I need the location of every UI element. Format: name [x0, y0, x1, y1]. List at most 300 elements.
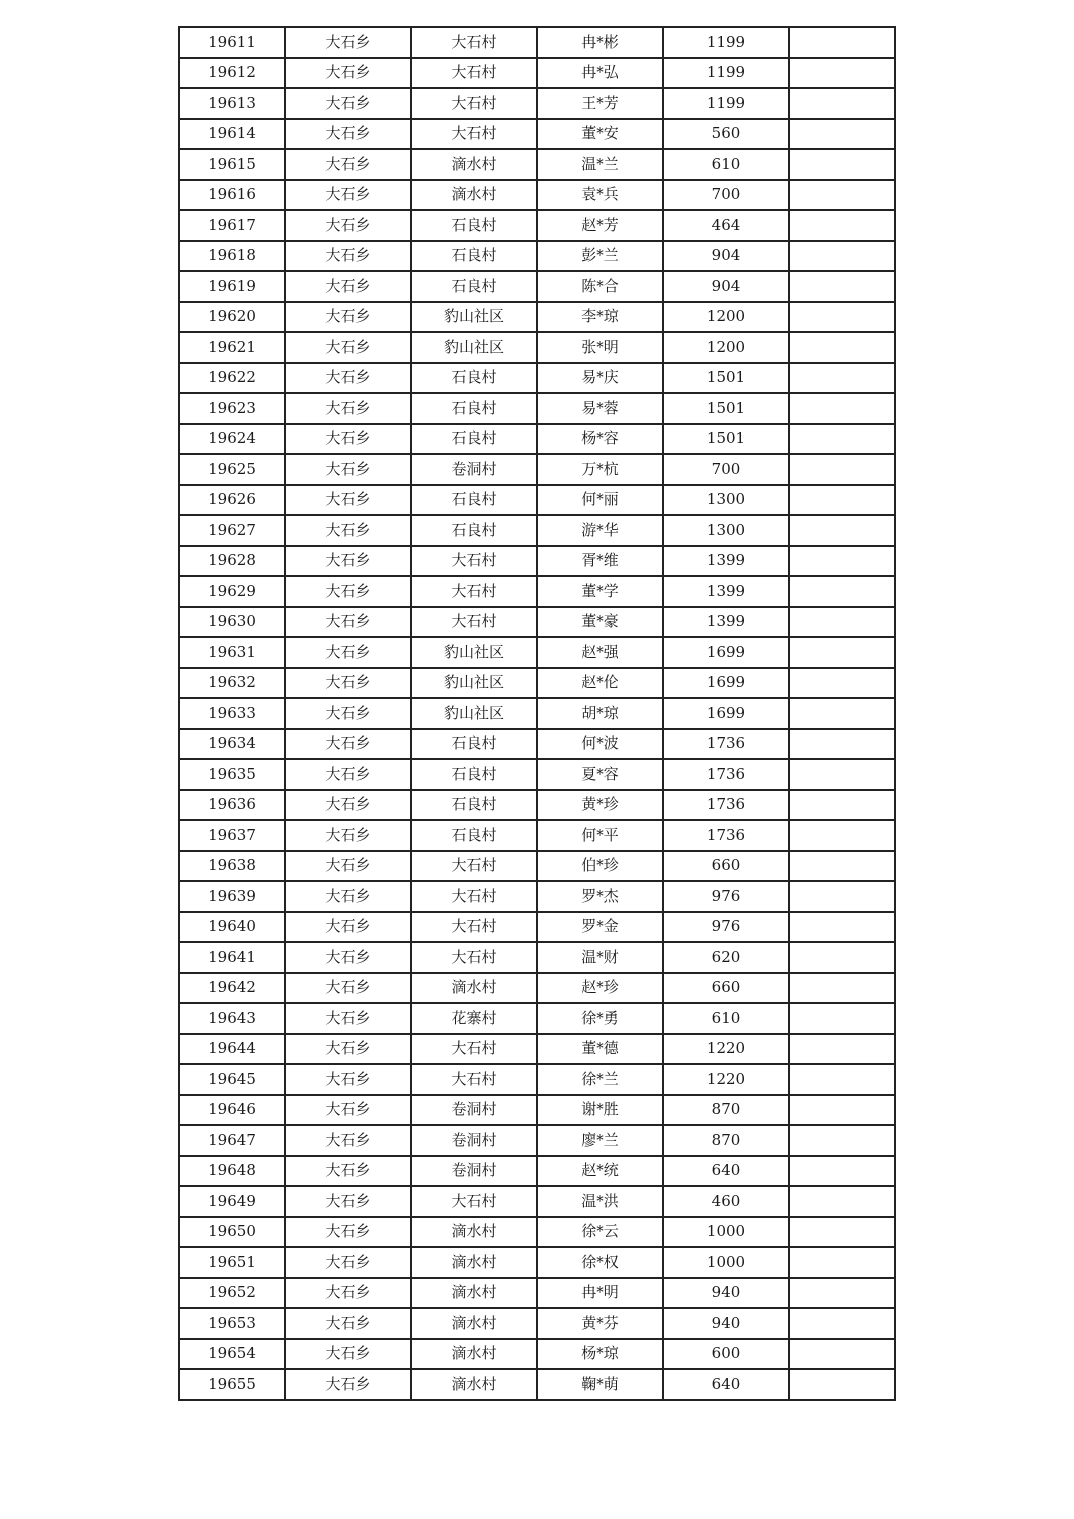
township-cell: 大石乡 [285, 820, 411, 851]
note-cell [789, 1369, 895, 1400]
serial-number-cell: 19654 [179, 1339, 285, 1370]
amount-cell: 1220 [663, 1034, 789, 1065]
person-name-cell: 徐*兰 [537, 1064, 663, 1095]
township-cell: 大石乡 [285, 759, 411, 790]
township-cell: 大石乡 [285, 1064, 411, 1095]
village-cell: 大石村 [411, 942, 537, 973]
table-row [179, 119, 895, 150]
person-name-cell: 董*德 [537, 1034, 663, 1065]
table-row [179, 1156, 895, 1187]
township-cell: 大石乡 [285, 241, 411, 272]
note-cell [789, 332, 895, 363]
township-cell: 大石乡 [285, 668, 411, 699]
table-row [179, 668, 895, 699]
person-name-cell: 黄*珍 [537, 790, 663, 821]
note-cell [789, 27, 895, 58]
note-cell [789, 1186, 895, 1217]
table-row [179, 88, 895, 119]
village-cell: 滴水村 [411, 1278, 537, 1309]
serial-number-cell: 19625 [179, 454, 285, 485]
serial-number-cell: 19618 [179, 241, 285, 272]
village-cell: 滴水村 [411, 1308, 537, 1339]
village-cell: 大石村 [411, 607, 537, 638]
amount-cell: 610 [663, 1003, 789, 1034]
serial-number-cell: 19629 [179, 576, 285, 607]
township-cell: 大石乡 [285, 637, 411, 668]
note-cell [789, 1278, 895, 1309]
serial-number-cell: 19626 [179, 485, 285, 516]
village-cell: 豹山社区 [411, 637, 537, 668]
village-cell: 豹山社区 [411, 302, 537, 333]
serial-number-cell: 19648 [179, 1156, 285, 1187]
amount-cell: 1199 [663, 27, 789, 58]
serial-number-cell: 19613 [179, 88, 285, 119]
amount-cell: 1000 [663, 1247, 789, 1278]
note-cell [789, 210, 895, 241]
township-cell: 大石乡 [285, 1217, 411, 1248]
village-cell: 滴水村 [411, 1339, 537, 1370]
serial-number-cell: 19638 [179, 851, 285, 882]
amount-cell: 700 [663, 180, 789, 211]
village-cell: 大石村 [411, 1034, 537, 1065]
village-cell: 石良村 [411, 393, 537, 424]
person-name-cell: 易*蓉 [537, 393, 663, 424]
table-row [179, 1064, 895, 1095]
township-cell: 大石乡 [285, 119, 411, 150]
amount-cell: 660 [663, 973, 789, 1004]
township-cell: 大石乡 [285, 485, 411, 516]
note-cell [789, 851, 895, 882]
person-name-cell: 杨*容 [537, 424, 663, 455]
note-cell [789, 1003, 895, 1034]
village-cell: 大石村 [411, 119, 537, 150]
serial-number-cell: 19644 [179, 1034, 285, 1065]
amount-cell: 1200 [663, 302, 789, 333]
village-cell: 大石村 [411, 58, 537, 89]
table-row [179, 210, 895, 241]
note-cell [789, 973, 895, 1004]
table-row [179, 637, 895, 668]
amount-cell: 610 [663, 149, 789, 180]
amount-cell: 940 [663, 1278, 789, 1309]
table-row [179, 759, 895, 790]
roster-table [178, 26, 896, 1401]
amount-cell: 600 [663, 1339, 789, 1370]
person-name-cell: 徐*勇 [537, 1003, 663, 1034]
township-cell: 大石乡 [285, 881, 411, 912]
person-name-cell: 温*洪 [537, 1186, 663, 1217]
serial-number-cell: 19627 [179, 515, 285, 546]
village-cell: 大石村 [411, 1064, 537, 1095]
village-cell: 石良村 [411, 759, 537, 790]
village-cell: 滴水村 [411, 1217, 537, 1248]
note-cell [789, 149, 895, 180]
township-cell: 大石乡 [285, 698, 411, 729]
serial-number-cell: 19643 [179, 1003, 285, 1034]
table-row [179, 149, 895, 180]
township-cell: 大石乡 [285, 790, 411, 821]
amount-cell: 1200 [663, 332, 789, 363]
note-cell [789, 668, 895, 699]
note-cell [789, 515, 895, 546]
note-cell [789, 393, 895, 424]
table-row [179, 1217, 895, 1248]
township-cell: 大石乡 [285, 607, 411, 638]
village-cell: 石良村 [411, 790, 537, 821]
note-cell [789, 698, 895, 729]
amount-cell: 1199 [663, 88, 789, 119]
amount-cell: 976 [663, 881, 789, 912]
village-cell: 花寨村 [411, 1003, 537, 1034]
table-row [179, 58, 895, 89]
note-cell [789, 454, 895, 485]
table-row [179, 27, 895, 58]
amount-cell: 1736 [663, 729, 789, 760]
amount-cell: 1300 [663, 485, 789, 516]
note-cell [789, 759, 895, 790]
table-row [179, 1308, 895, 1339]
note-cell [789, 1308, 895, 1339]
village-cell: 卷洞村 [411, 1095, 537, 1126]
serial-number-cell: 19617 [179, 210, 285, 241]
village-cell: 滴水村 [411, 180, 537, 211]
township-cell: 大石乡 [285, 88, 411, 119]
note-cell [789, 790, 895, 821]
table-row [179, 1339, 895, 1370]
amount-cell: 1699 [663, 668, 789, 699]
person-name-cell: 罗*金 [537, 912, 663, 943]
village-cell: 石良村 [411, 271, 537, 302]
person-name-cell: 冉*明 [537, 1278, 663, 1309]
serial-number-cell: 19650 [179, 1217, 285, 1248]
amount-cell: 1736 [663, 820, 789, 851]
serial-number-cell: 19646 [179, 1095, 285, 1126]
person-name-cell: 温*兰 [537, 149, 663, 180]
village-cell: 大石村 [411, 88, 537, 119]
serial-number-cell: 19649 [179, 1186, 285, 1217]
note-cell [789, 58, 895, 89]
serial-number-cell: 19632 [179, 668, 285, 699]
person-name-cell: 王*芳 [537, 88, 663, 119]
serial-number-cell: 19652 [179, 1278, 285, 1309]
township-cell: 大石乡 [285, 851, 411, 882]
note-cell [789, 576, 895, 607]
person-name-cell: 赵*伦 [537, 668, 663, 699]
table-row [179, 241, 895, 272]
amount-cell: 976 [663, 912, 789, 943]
person-name-cell: 何*平 [537, 820, 663, 851]
table-row [179, 1247, 895, 1278]
amount-cell: 660 [663, 851, 789, 882]
village-cell: 滴水村 [411, 973, 537, 1004]
township-cell: 大石乡 [285, 1003, 411, 1034]
amount-cell: 1199 [663, 58, 789, 89]
table-row [179, 942, 895, 973]
township-cell: 大石乡 [285, 1125, 411, 1156]
village-cell: 卷洞村 [411, 454, 537, 485]
township-cell: 大石乡 [285, 729, 411, 760]
amount-cell: 620 [663, 942, 789, 973]
table-row [179, 576, 895, 607]
person-name-cell: 彭*兰 [537, 241, 663, 272]
village-cell: 大石村 [411, 881, 537, 912]
note-cell [789, 546, 895, 577]
serial-number-cell: 19623 [179, 393, 285, 424]
village-cell: 石良村 [411, 729, 537, 760]
note-cell [789, 485, 895, 516]
amount-cell: 1699 [663, 698, 789, 729]
amount-cell: 1501 [663, 424, 789, 455]
serial-number-cell: 19621 [179, 332, 285, 363]
village-cell: 石良村 [411, 363, 537, 394]
serial-number-cell: 19620 [179, 302, 285, 333]
village-cell: 滴水村 [411, 1247, 537, 1278]
person-name-cell: 游*华 [537, 515, 663, 546]
amount-cell: 940 [663, 1308, 789, 1339]
amount-cell: 1501 [663, 363, 789, 394]
amount-cell: 1000 [663, 1217, 789, 1248]
note-cell [789, 729, 895, 760]
village-cell: 大石村 [411, 546, 537, 577]
table-row [179, 820, 895, 851]
note-cell [789, 607, 895, 638]
serial-number-cell: 19616 [179, 180, 285, 211]
village-cell: 大石村 [411, 576, 537, 607]
serial-number-cell: 19614 [179, 119, 285, 150]
village-cell: 石良村 [411, 820, 537, 851]
amount-cell: 1736 [663, 790, 789, 821]
table-row [179, 546, 895, 577]
village-cell: 大石村 [411, 851, 537, 882]
table-row [179, 1278, 895, 1309]
township-cell: 大石乡 [285, 1308, 411, 1339]
person-name-cell: 李*琼 [537, 302, 663, 333]
serial-number-cell: 19640 [179, 912, 285, 943]
person-name-cell: 赵*珍 [537, 973, 663, 1004]
serial-number-cell: 19645 [179, 1064, 285, 1095]
amount-cell: 1399 [663, 607, 789, 638]
table-row [179, 1186, 895, 1217]
person-name-cell: 冉*彬 [537, 27, 663, 58]
serial-number-cell: 19631 [179, 637, 285, 668]
table-row [179, 881, 895, 912]
note-cell [789, 912, 895, 943]
person-name-cell: 夏*容 [537, 759, 663, 790]
person-name-cell: 谢*胜 [537, 1095, 663, 1126]
serial-number-cell: 19636 [179, 790, 285, 821]
amount-cell: 1300 [663, 515, 789, 546]
person-name-cell: 徐*权 [537, 1247, 663, 1278]
amount-cell: 700 [663, 454, 789, 485]
person-name-cell: 赵*芳 [537, 210, 663, 241]
person-name-cell: 易*庆 [537, 363, 663, 394]
table-row [179, 729, 895, 760]
table-row [179, 1034, 895, 1065]
person-name-cell: 黄*芬 [537, 1308, 663, 1339]
serial-number-cell: 19615 [179, 149, 285, 180]
serial-number-cell: 19630 [179, 607, 285, 638]
amount-cell: 460 [663, 1186, 789, 1217]
serial-number-cell: 19653 [179, 1308, 285, 1339]
note-cell [789, 1156, 895, 1187]
note-cell [789, 942, 895, 973]
village-cell: 滴水村 [411, 149, 537, 180]
serial-number-cell: 19635 [179, 759, 285, 790]
person-name-cell: 胡*琼 [537, 698, 663, 729]
township-cell: 大石乡 [285, 27, 411, 58]
table-row [179, 271, 895, 302]
person-name-cell: 万*杭 [537, 454, 663, 485]
serial-number-cell: 19639 [179, 881, 285, 912]
township-cell: 大石乡 [285, 1034, 411, 1065]
note-cell [789, 424, 895, 455]
township-cell: 大石乡 [285, 942, 411, 973]
township-cell: 大石乡 [285, 454, 411, 485]
person-name-cell: 杨*琼 [537, 1339, 663, 1370]
township-cell: 大石乡 [285, 58, 411, 89]
township-cell: 大石乡 [285, 149, 411, 180]
village-cell: 大石村 [411, 912, 537, 943]
table-row [179, 1369, 895, 1400]
amount-cell: 1699 [663, 637, 789, 668]
note-cell [789, 1034, 895, 1065]
table-row [179, 515, 895, 546]
amount-cell: 870 [663, 1125, 789, 1156]
amount-cell: 560 [663, 119, 789, 150]
table-row [179, 851, 895, 882]
person-name-cell: 罗*杰 [537, 881, 663, 912]
note-cell [789, 1339, 895, 1370]
village-cell: 大石村 [411, 1186, 537, 1217]
table-row [179, 485, 895, 516]
serial-number-cell: 19624 [179, 424, 285, 455]
amount-cell: 640 [663, 1369, 789, 1400]
serial-number-cell: 19622 [179, 363, 285, 394]
village-cell: 卷洞村 [411, 1125, 537, 1156]
table-row [179, 363, 895, 394]
village-cell: 石良村 [411, 210, 537, 241]
township-cell: 大石乡 [285, 332, 411, 363]
village-cell: 滴水村 [411, 1369, 537, 1400]
note-cell [789, 88, 895, 119]
table-row [179, 302, 895, 333]
township-cell: 大石乡 [285, 302, 411, 333]
village-cell: 石良村 [411, 485, 537, 516]
note-cell [789, 881, 895, 912]
serial-number-cell: 19647 [179, 1125, 285, 1156]
person-name-cell: 何*波 [537, 729, 663, 760]
person-name-cell: 廖*兰 [537, 1125, 663, 1156]
table-row [179, 180, 895, 211]
person-name-cell: 伯*珍 [537, 851, 663, 882]
township-cell: 大石乡 [285, 1156, 411, 1187]
note-cell [789, 119, 895, 150]
village-cell: 豹山社区 [411, 698, 537, 729]
note-cell [789, 302, 895, 333]
person-name-cell: 鞠*萌 [537, 1369, 663, 1400]
table-row [179, 1125, 895, 1156]
township-cell: 大石乡 [285, 1247, 411, 1278]
township-cell: 大石乡 [285, 576, 411, 607]
township-cell: 大石乡 [285, 363, 411, 394]
amount-cell: 1399 [663, 546, 789, 577]
note-cell [789, 1095, 895, 1126]
township-cell: 大石乡 [285, 912, 411, 943]
note-cell [789, 363, 895, 394]
township-cell: 大石乡 [285, 546, 411, 577]
table-row [179, 424, 895, 455]
person-name-cell: 冉*弘 [537, 58, 663, 89]
serial-number-cell: 19634 [179, 729, 285, 760]
note-cell [789, 820, 895, 851]
table-row [179, 1095, 895, 1126]
serial-number-cell: 19641 [179, 942, 285, 973]
serial-number-cell: 19642 [179, 973, 285, 1004]
amount-cell: 464 [663, 210, 789, 241]
township-cell: 大石乡 [285, 973, 411, 1004]
serial-number-cell: 19628 [179, 546, 285, 577]
person-name-cell: 徐*云 [537, 1217, 663, 1248]
amount-cell: 640 [663, 1156, 789, 1187]
village-cell: 石良村 [411, 424, 537, 455]
village-cell: 石良村 [411, 515, 537, 546]
note-cell [789, 241, 895, 272]
table-row [179, 912, 895, 943]
serial-number-cell: 19655 [179, 1369, 285, 1400]
serial-number-cell: 19637 [179, 820, 285, 851]
person-name-cell: 董*安 [537, 119, 663, 150]
person-name-cell: 董*豪 [537, 607, 663, 638]
township-cell: 大石乡 [285, 515, 411, 546]
person-name-cell: 董*学 [537, 576, 663, 607]
township-cell: 大石乡 [285, 271, 411, 302]
table-row [179, 393, 895, 424]
village-cell: 豹山社区 [411, 332, 537, 363]
table-row [179, 790, 895, 821]
township-cell: 大石乡 [285, 1369, 411, 1400]
village-cell: 大石村 [411, 27, 537, 58]
person-name-cell: 袁*兵 [537, 180, 663, 211]
village-cell: 卷洞村 [411, 1156, 537, 1187]
roster-table-body [179, 27, 895, 1400]
township-cell: 大石乡 [285, 1339, 411, 1370]
township-cell: 大石乡 [285, 1278, 411, 1309]
table-row [179, 698, 895, 729]
person-name-cell: 赵*统 [537, 1156, 663, 1187]
note-cell [789, 637, 895, 668]
amount-cell: 1399 [663, 576, 789, 607]
township-cell: 大石乡 [285, 180, 411, 211]
amount-cell: 1501 [663, 393, 789, 424]
person-name-cell: 赵*强 [537, 637, 663, 668]
serial-number-cell: 19611 [179, 27, 285, 58]
serial-number-cell: 19633 [179, 698, 285, 729]
note-cell [789, 1247, 895, 1278]
amount-cell: 904 [663, 241, 789, 272]
amount-cell: 1736 [663, 759, 789, 790]
person-name-cell: 何*丽 [537, 485, 663, 516]
note-cell [789, 271, 895, 302]
person-name-cell: 胥*维 [537, 546, 663, 577]
note-cell [789, 1217, 895, 1248]
village-cell: 石良村 [411, 241, 537, 272]
serial-number-cell: 19612 [179, 58, 285, 89]
serial-number-cell: 19651 [179, 1247, 285, 1278]
table-row [179, 973, 895, 1004]
table-row [179, 454, 895, 485]
table-row [179, 1003, 895, 1034]
note-cell [789, 1064, 895, 1095]
